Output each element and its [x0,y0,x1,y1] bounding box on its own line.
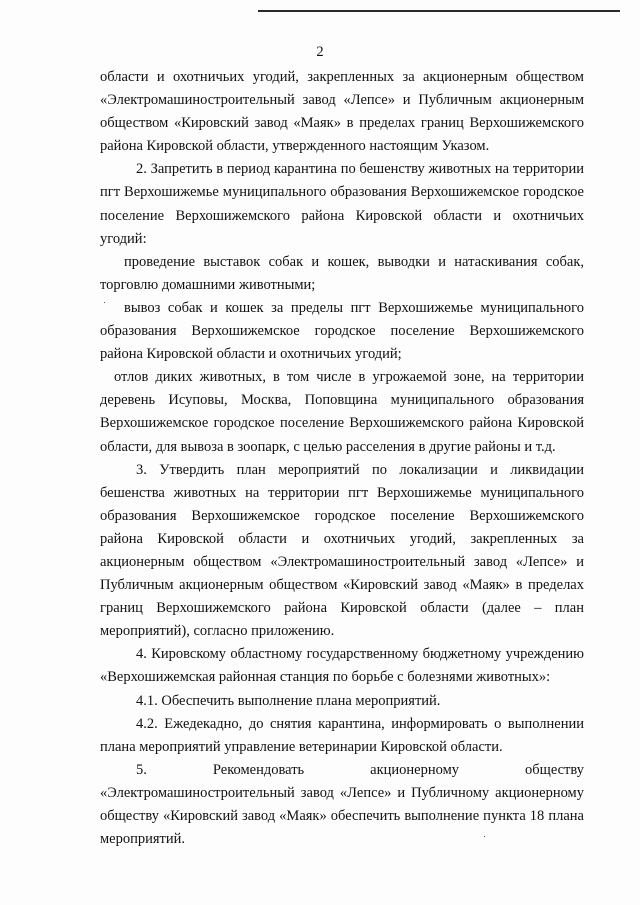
document-body [100,66,584,851]
scan-speck [484,836,485,837]
scan-speck [104,302,105,303]
paragraph-item-4-1: 4.1. Обеспечить выполнение плана мероприятий. [136,692,441,709]
paragraph-item-5: 5. Рекомендовать акционерному обществу «Электромашиностроительный завод «Лепсе» и Публичному акционерному обществу «Кировский завод «Маяк» обеспечить выполнение пункта 18 плана мероприятий. [100,761,584,848]
header-rule [258,10,620,12]
paragraph-continuation: области и охотничьих угодий, закрепленных за акционерным обществом «Электромашиностроительный завод «Лепсе» и Публичным акционерным обществом «Кировский завод «Маяк» в пределах границ Верхошижемского района Кировской области, утвержденного настоящим Указом. [100,69,584,155]
paragraph-item-2: 2. Запретить в период карантина по бешенству животных на территории пгт Верхошижемье муниципального образования Верхошижемское городское поселение Верхошижемского района Кировской области и охотничьих угодий: [100,161,584,247]
paragraph-subitem-exhibitions: проведение выставок собак и кошек, выводки и натаскивания собак, торговлю домашними животными; [100,253,584,293]
paragraph-subitem-export: вывоз собак и кошек за пределы пгт Верхошижемье муниципального образования Верхошижемское городское поселение Верхошижемского района Кировской области и охотничьих угодий; [100,299,584,363]
paragraph-subitem-capture: отлов диких животных, в том числе в угрожаемой зоне, на территории деревень Исуповы, Москва, Поповщина муниципального образования Верхошижемское городское поселение Верхошижемского района Кировской области, для вывоза в зоопарк, с целью расселения в другие районы и т.д. [100,369,584,455]
paragraph-item-3: 3. Утвердить план мероприятий по локализации и ликвидации бешенства животных на территории пгт Верхошижемье муниципального образования Верхошижемское городское поселение Верхошижемского района Кировской области и охотничьих угодий, закрепленных за акционерным обществом «Электромашиностроительный завод «Лепсе» и Публичным акционерным обществом «Кировский завод «Маяк» в пределах границ Верхошижемского района Кировской области (далее – план мероприятий), согласно приложению. [100,461,584,640]
paragraph-item-4-2: 4.2. Ежедекадно, до снятия карантина, информировать о выполнении плана мероприятий управление ветеринарии Кировской области. [100,715,584,755]
paragraph-item-4: 4. Кировскому областному государственному бюджетному учреждению «Верхошижемская районная станция по борьбе с болезнями животных»: [100,646,584,686]
page-number: 2 [316,44,324,60]
